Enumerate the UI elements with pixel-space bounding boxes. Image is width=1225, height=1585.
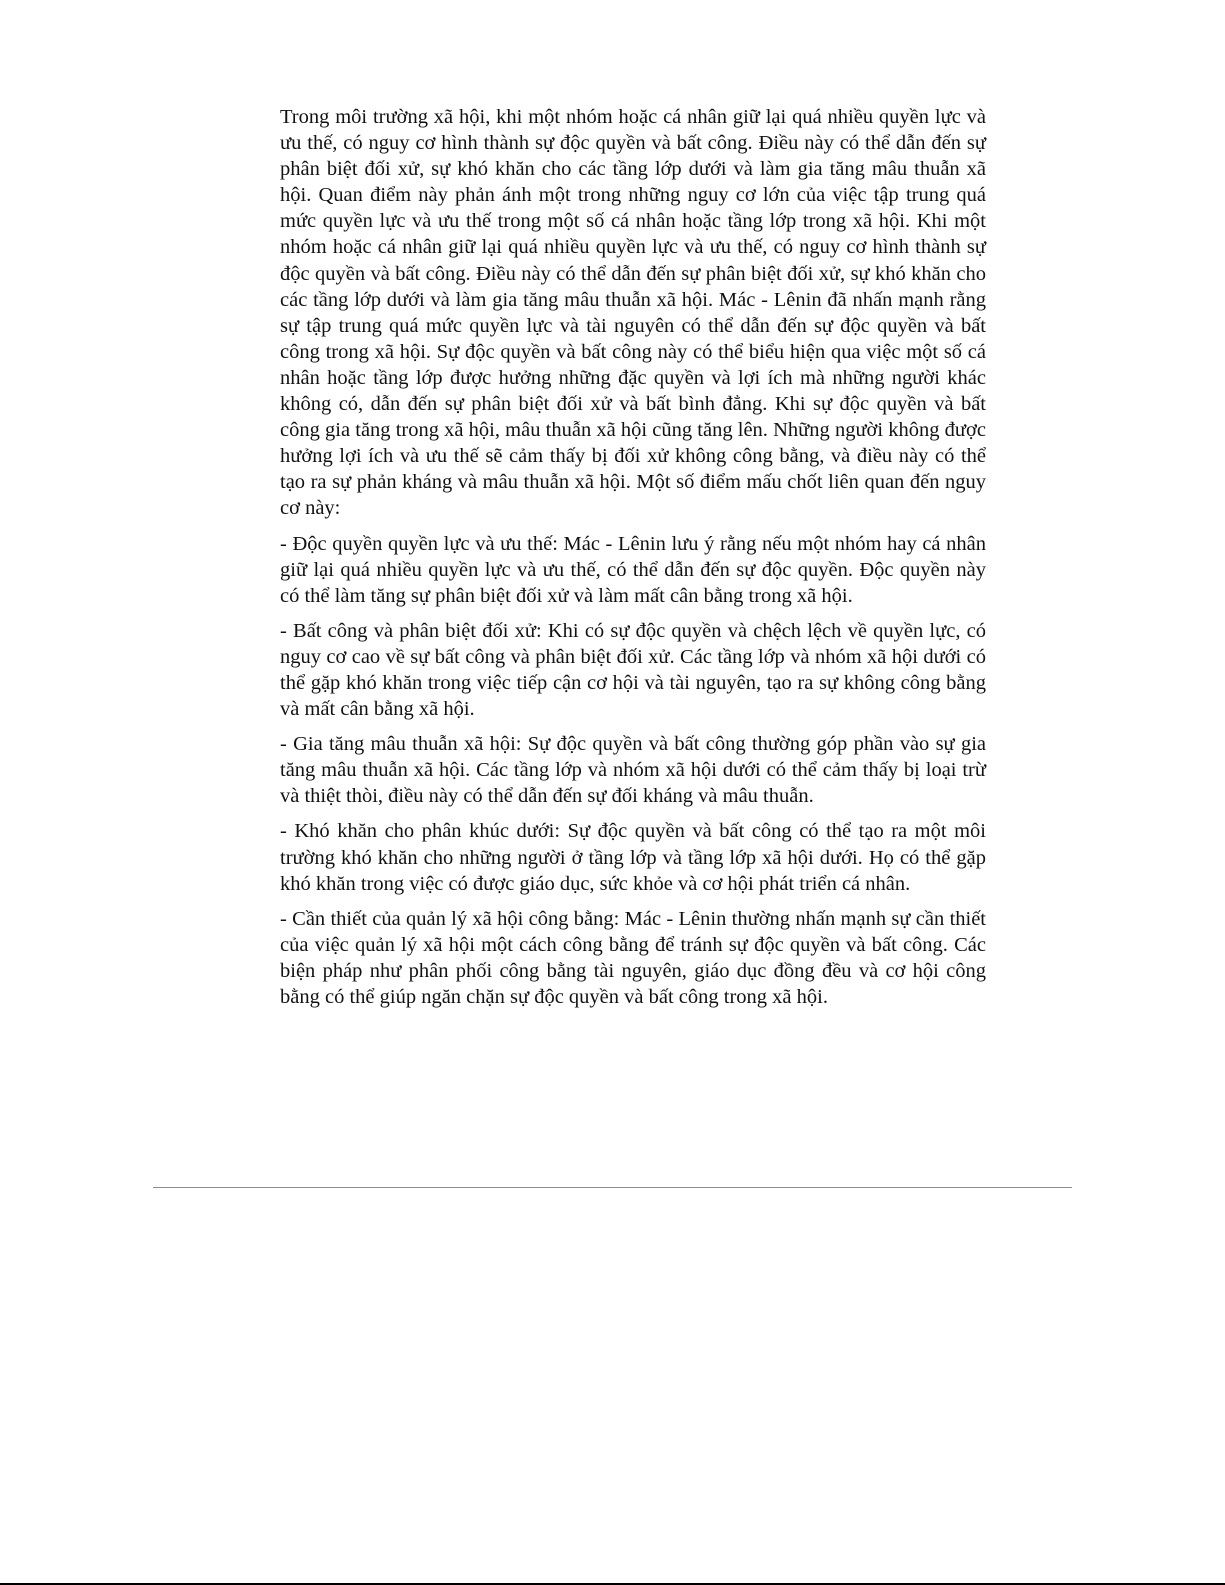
page-divider: [153, 1187, 1072, 1188]
paragraph-monopoly-power: - Độc quyền quyền lực và ưu thế: Mác - Lênin lưu ý rằng nếu một nhóm hay cá nhân giữ lại quá nhiều quyền lực và ưu thế, có thể dẫn đến sự độc quyền. Độc quyền này có thể làm tăng sự phân biệt đối xử và làm mất cân bằng trong xã hội.: [280, 532, 986, 607]
paragraph-social-conflict: - Gia tăng mâu thuẫn xã hội: Sự độc quyền và bất công thường góp phần vào sự gia tăng mâu thuẫn xã hội. Các tầng lớp và nhóm xã hội dưới có thể cảm thấy bị loại trừ và thiệt thòi, điều này có thể dẫn đến sự đối kháng và mâu thuẫn.: [280, 733, 986, 808]
body-text: [280, 104, 986, 1019]
paragraph-intro: Trong môi trường xã hội, khi một nhóm hoặc cá nhân giữ lại quá nhiều quyền lực và ưu thế, có nguy cơ hình thành sự độc quyền và bất công. Điều này có thể dẫn đến sự phân biệt đối xử, sự khó khăn cho các tầng lớp dưới và làm gia tăng mâu thuẫn xã hội. Quan điểm này phản ánh một trong những nguy cơ lớn của việc tập trung quá mức quyền lực và ưu thế trong một số cá nhân hoặc tầng lớp trong xã hội. Khi một nhóm hoặc cá nhân giữ lại quá nhiều quyền lực và ưu thế, có nguy cơ hình thành sự độc quyền và bất công. Điều này có thể dẫn đến sự phân biệt đối xử, sự khó khăn cho các tầng lớp dưới và làm gia tăng mâu thuẫn xã hội. Mác - Lênin đã nhấn mạnh rằng sự tập trung quá mức quyền lực và tài nguyên có thể dẫn đến sự độc quyền và bất công trong xã hội. Sự độc quyền và bất công này có thể biểu hiện qua việc một số cá nhân hoặc tầng lớp được hưởng những đặc quyền và lợi ích mà những người khác không có, dẫn đến sự phân biệt đối xử và bất bình đẳng. Khi sự độc quyền và bất công gia tăng trong xã hội, mâu thuẫn xã hội cũng tăng lên. Những người không được hưởng lợi ích và ưu thế sẽ cảm thấy bị đối xử không công bằng, và điều này có thể tạo ra sự phản kháng và mâu thuẫn xã hội. Một số điểm mấu chốt liên quan đến nguy cơ này:: [280, 106, 986, 520]
paragraph-lower-segment-hardship: - Khó khăn cho phân khúc dưới: Sự độc quyền và bất công có thể tạo ra một môi trường khó khăn cho những người ở tầng lớp và tầng lớp xã hội dưới. Họ có thể gặp khó khăn trong việc có được giáo dục, sức khỏe và cơ hội phát triển cá nhân.: [280, 820, 986, 895]
paragraph-injustice-discrimination: - Bất công và phân biệt đối xử: Khi có sự độc quyền và chệch lệch về quyền lực, có nguy cơ cao về sự bất công và phân biệt đối xử. Các tầng lớp và nhóm xã hội dưới có thể gặp khó khăn trong việc tiếp cận cơ hội và tài nguyên, tạo ra sự không công bằng và mất cân bằng xã hội.: [280, 619, 986, 721]
paragraph-fair-governance: - Cần thiết của quản lý xã hội công bằng: Mác - Lênin thường nhấn mạnh sự cần thiết của việc quản lý xã hội một cách công bằng để tránh sự độc quyền và bất công. Các biện pháp như phân phối công bằng tài nguyên, giáo dục đồng đều và cơ hội công bằng có thể giúp ngăn chặn sự độc quyền và bất công trong xã hội.: [280, 907, 986, 1008]
